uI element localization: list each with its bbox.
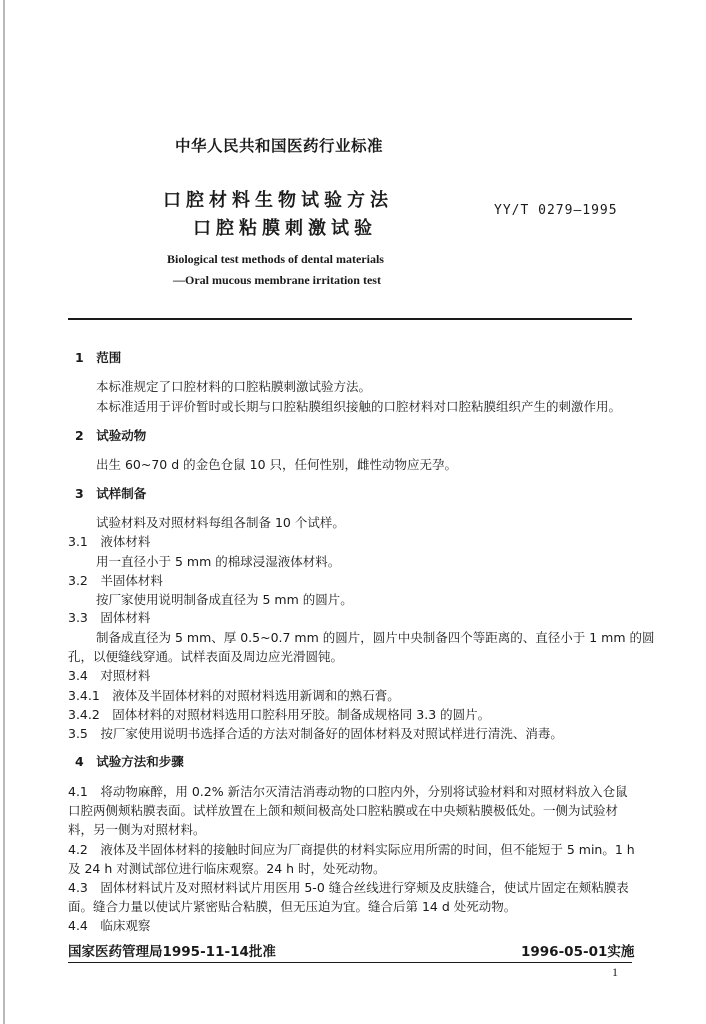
- scan-edge: [3, 0, 5, 1024]
- subsection-heading: 3.3 固体材料: [68, 610, 151, 625]
- english-title-line-2: —Oral mucous membrane irritation test: [173, 273, 381, 287]
- paragraph: 本标准适用于评价暂时或长期与口腔粘膜组织接触的口腔材料对口腔粘膜组织产生的刺激作用。: [96, 399, 622, 414]
- paragraph: 试验材料及对照材料每组各制备 10 个试样。: [96, 515, 345, 530]
- footer-rule: [68, 962, 632, 963]
- subsection-heading: 3.1 液体材料: [68, 534, 151, 549]
- section-4-heading: 4 试验方法和步骤: [75, 754, 184, 769]
- paragraph: 本标准规定了口腔材料的口腔粘膜刺激试验方法。: [96, 379, 372, 394]
- paragraph: 出生 60~70 d 的金色仓鼠 10 只，任何性别，雌性动物应无孕。: [96, 457, 457, 472]
- paragraph: 料，另一侧为对照材料。: [68, 822, 206, 837]
- paragraph: 及 24 h 对测试部位进行临床观察。24 h 时，处死动物。: [68, 861, 386, 876]
- standard-code: YY/T 0279—1995: [494, 203, 618, 218]
- paragraph: 4.1 将动物麻醉，用 0.2% 新洁尔灭清洁消毒动物的口腔内外，分别将试验材料和对照材料放入仓鼠: [68, 784, 628, 799]
- issuing-organization: 中华人民共和国医药行业标准: [175, 137, 384, 155]
- section-3-heading: 3 试样制备: [75, 486, 147, 501]
- implementation-date: 1996-05-01实施: [521, 944, 635, 960]
- paragraph: 制备成直径为 5 mm、厚 0.5~0.7 mm 的圆片，圆片中央制备四个等距离的、直径小于 1 mm 的圆: [96, 630, 655, 645]
- paragraph: 孔，以便缝线穿通。试样表面及周边应光滑圆钝。: [68, 649, 344, 664]
- paragraph: 面。缝合力量以使试片紧密贴合粘膜，但无压迫为宜。缝合后第 14 d 处死动物。: [68, 899, 517, 914]
- title-line-1: 口腔材料生物试验方法: [163, 190, 393, 211]
- paragraph: 3.5 按厂家使用说明书选择合适的方法对制备好的固体材料及对照试样进行清洗、消毒。: [68, 726, 563, 741]
- subsection-heading: 4.4 临床观察: [68, 918, 151, 933]
- title-line-2: 口腔粘膜刺激试验: [193, 218, 377, 239]
- section-1-heading: 1 范围: [75, 350, 122, 365]
- english-title-line-1: Biological test methods of dental materials: [167, 252, 384, 266]
- page-number: 1: [612, 965, 618, 979]
- approval-line: 国家医药管理局1995-11-14批准: [68, 944, 276, 960]
- paragraph: 3.4.1 液体及半固体材料的对照材料选用新调和的熟石膏。: [68, 688, 400, 703]
- paragraph: 4.2 液体及半固体材料的接触时间应为厂商提供的材料实际应用所需的时间，但不能短于 5 min。1 h: [68, 842, 635, 857]
- paragraph: 按厂家使用说明制备成直径为 5 mm 的圆片。: [96, 592, 353, 607]
- paragraph: 3.4.2 固体材料的对照材料选用口腔科用牙胶。制备成规格同 3.3 的圆片。: [68, 707, 491, 722]
- header-rule: [68, 318, 632, 320]
- section-2-heading: 2 试验动物: [75, 428, 147, 443]
- paragraph: 口腔两侧颊粘膜表面。试样放置在上颌和颊间极高处口腔粘膜或在中央颊粘膜极低处。一侧为试验材: [68, 803, 619, 818]
- subsection-heading: 3.4 对照材料: [68, 668, 151, 683]
- paragraph: 4.3 固体材料试片及对照材料试片用医用 5-0 缝合丝线进行穿颊及皮肤缝合，使试片固定在颊粘膜表: [68, 880, 629, 895]
- subsection-heading: 3.2 半固体材料: [68, 573, 163, 588]
- paragraph: 用一直径小于 5 mm 的棉球浸湿液体材料。: [96, 554, 341, 569]
